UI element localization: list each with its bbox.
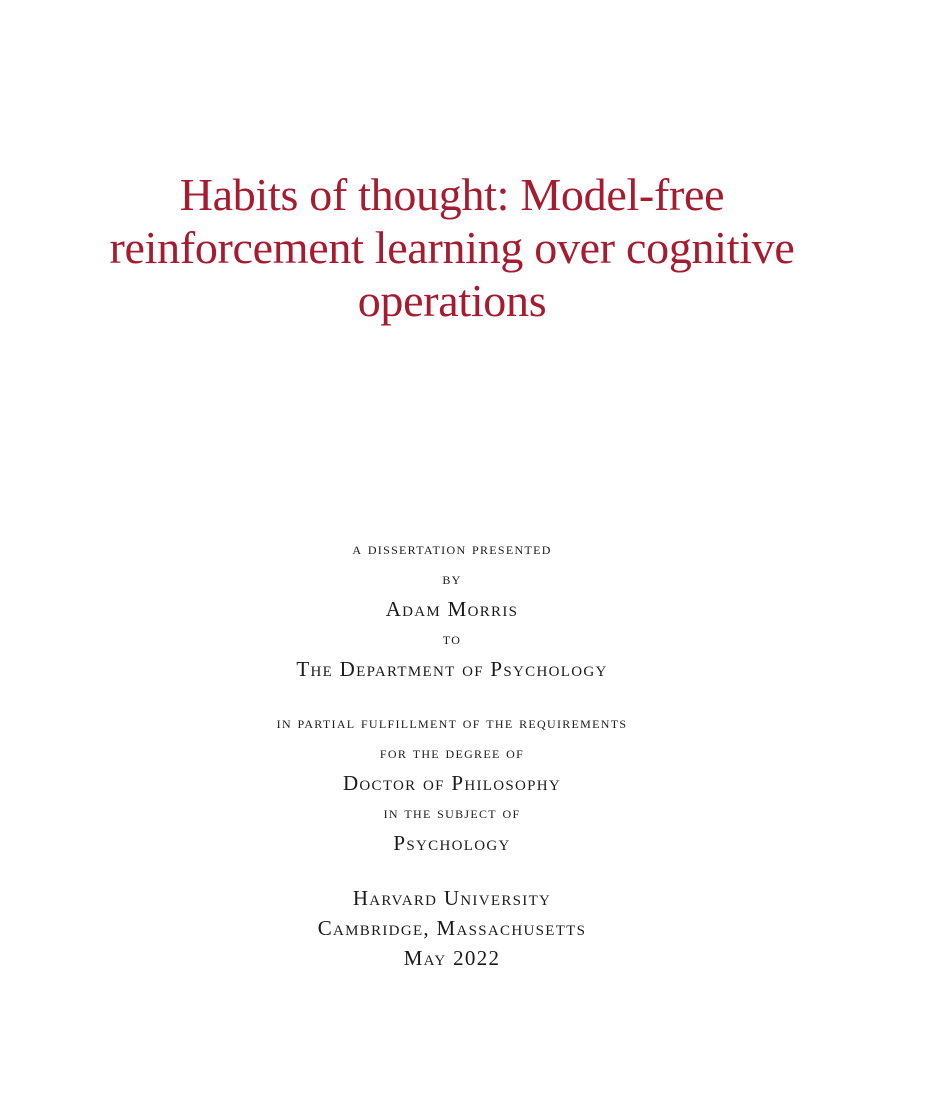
degree-of-label: for the degree of — [379, 743, 525, 762]
by-label: by — [442, 569, 462, 588]
title-line-3: operations — [357, 275, 547, 326]
requirements-block — [0, 708, 904, 858]
to-label: to — [442, 629, 462, 648]
degree-name: Doctor of Philosophy — [342, 771, 562, 795]
department-name: The Department of Psychology — [296, 657, 608, 681]
title-line-1: Habits of thought: Model-free — [179, 169, 725, 220]
university-name: Harvard University — [352, 886, 552, 910]
subject-name: Psychology — [393, 831, 511, 855]
location: Cambridge, Massachusetts — [317, 916, 587, 940]
institution-block — [0, 883, 904, 973]
date: May 2022 — [403, 946, 501, 970]
dissertation-title — [0, 168, 904, 327]
title-line-2: reinforcement learning over cognitive — [109, 222, 795, 273]
subject-of-label: in the subject of — [383, 803, 521, 822]
author-name: Adam Morris — [385, 597, 519, 621]
presentation-block — [0, 534, 904, 684]
partial-fulfillment-label: in partial fulfillment of the requirements — [276, 713, 628, 732]
dissertation-presented-label: a dissertation presented — [352, 539, 552, 558]
